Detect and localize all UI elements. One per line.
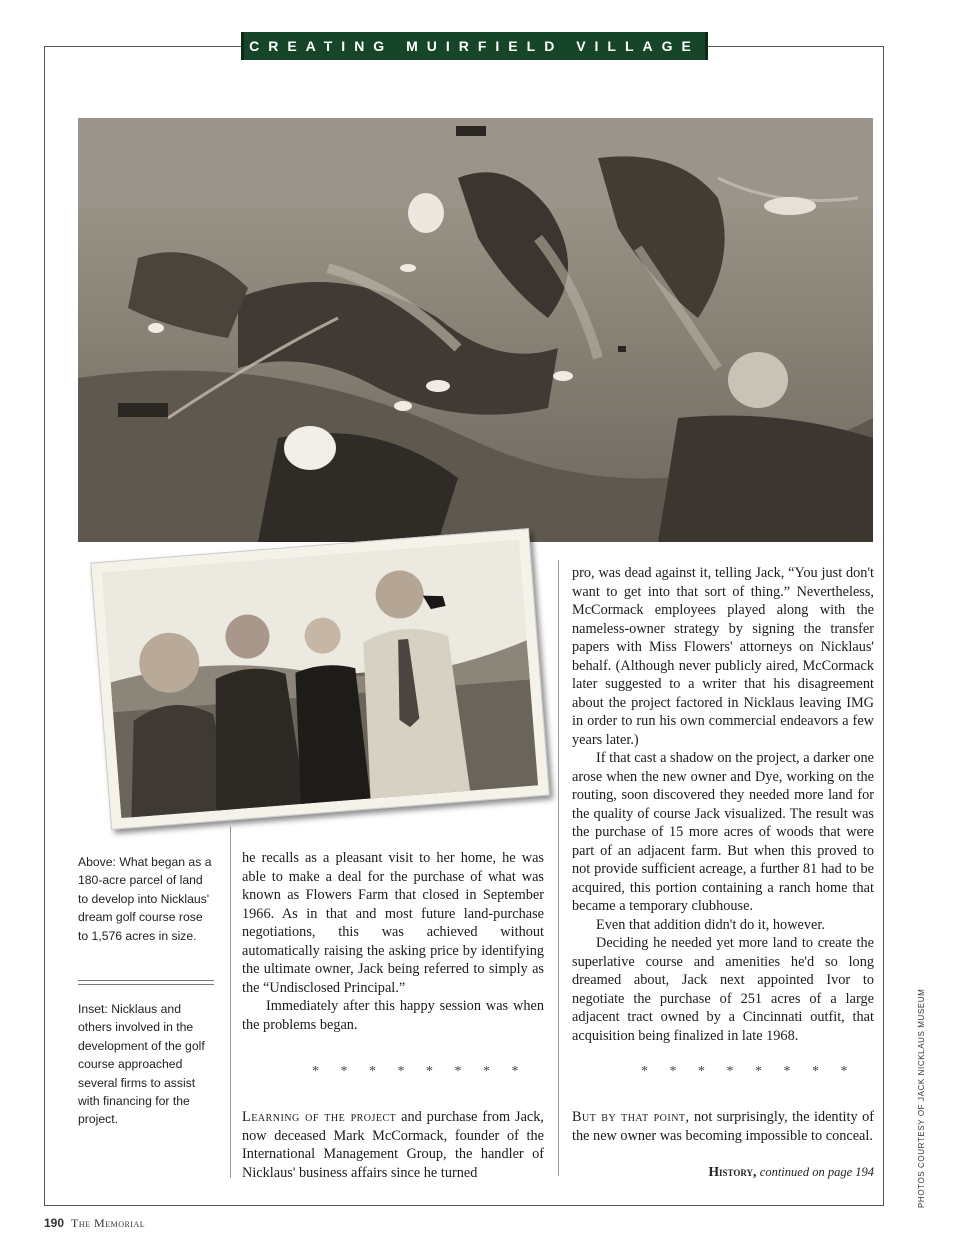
- body-paragraph: [572, 1108, 874, 1145]
- continued-text: continued on page 194: [759, 1165, 874, 1179]
- section-lead-in: But by that point,: [572, 1109, 690, 1125]
- body-column-middle-lower: [242, 1108, 544, 1182]
- column-rule: [230, 826, 231, 1178]
- section-text: and purchase from Jack, now deceased Mark McCormack, founder of the International Management Group, the handler of Nicklaus' business affairs since he turned: [242, 1109, 544, 1181]
- column-rule: [558, 560, 559, 1176]
- body-column-right-lower: [572, 1108, 874, 1145]
- body-paragraph: Even that addition didn't do it, however.: [596, 916, 825, 933]
- caption-divider: [78, 980, 214, 985]
- page-number: 190: [44, 1216, 65, 1230]
- section-header: [241, 32, 708, 60]
- aerial-photo: [78, 118, 873, 542]
- page-footer: [44, 1216, 145, 1231]
- continued-label: History,: [708, 1164, 757, 1179]
- group-photo-four-men-icon: [102, 540, 538, 818]
- body-paragraph: Immediately after this happy session was when the problems began.: [242, 998, 544, 1033]
- body-column-middle: [242, 849, 544, 1034]
- aerial-photo-golf-course-icon: [78, 118, 873, 542]
- body-paragraph: he recalls as a pleasant visit to her home, he was able to make a deal for the purchase of what was known as Flowers Farm that closed in September 1966. As in that and most future land-purchase negotiations, this was achieved without automatically raising the asking price by identifying the ultimate owner, Jack being referred to simply as the “Undisclosed Principal.”: [242, 850, 544, 996]
- caption-inset: Inset: Nicklaus and others involved in the development of the golf course approached several firms to assist with financing for the project.: [78, 1002, 205, 1127]
- body-paragraph: If that cast a shadow on the project, a darker one arose when the new owner and Dye, working on the routing, soon discovered they needed more land for the quality of course Jack visualized. The result was the purchase of 15 more acres of woods that were part of an adjacent farm. But when this proved to not provide sufficient acreage, a further 81 had to be acquired, this portion containing a ranch home that became a temporary clubhouse.: [572, 750, 874, 914]
- section-break: * * * * * * * *: [312, 1064, 528, 1079]
- section-lead-in: Learning of the project: [242, 1109, 397, 1125]
- body-paragraph: [242, 1108, 544, 1182]
- continued-note: [708, 1164, 874, 1180]
- section-break: * * * * * * * *: [641, 1064, 857, 1079]
- body-paragraph: pro, was dead against it, telling Jack, “You just don't want to get into that sort of thing.” Nevertheless, McCormack employees played along with the nameless-owner strategy by signing the transfer papers with Miss Flowers' attorneys on Nicklaus' behalf. (Although never publicly aired, McCormack later suggested to a writer that his disagreement about the project factored in Nicklaus leaving IMG in order to run his own commercial endeavors a few years later.): [572, 565, 874, 748]
- section-text: not surprisingly, the identity of the new owner was becoming impossible to conceal.: [572, 1109, 874, 1144]
- caption-above: Above: What began as a 180-acre parcel of land to develop into Nicklaus' dream golf course rose to 1,576 acres in size.: [78, 855, 212, 943]
- inset-photo: [90, 528, 550, 830]
- body-paragraph: Deciding he needed yet more land to create the superlative course and amenities he'd so long dreamed about, Jack next appointed Ivor to negotiate the purchase of 251 acres of a large adjacent tract owned by a Cincinnati outfit, that acquisition being finalized in late 1968.: [572, 935, 874, 1044]
- photo-credit: PHOTOS COURTESY OF JACK NICKLAUS MUSEUM: [917, 988, 926, 1208]
- body-column-right: [572, 564, 874, 1045]
- publication-name: The Memorial: [71, 1216, 146, 1230]
- section-title: CREATING MUIRFIELD VILLAGE: [249, 38, 700, 54]
